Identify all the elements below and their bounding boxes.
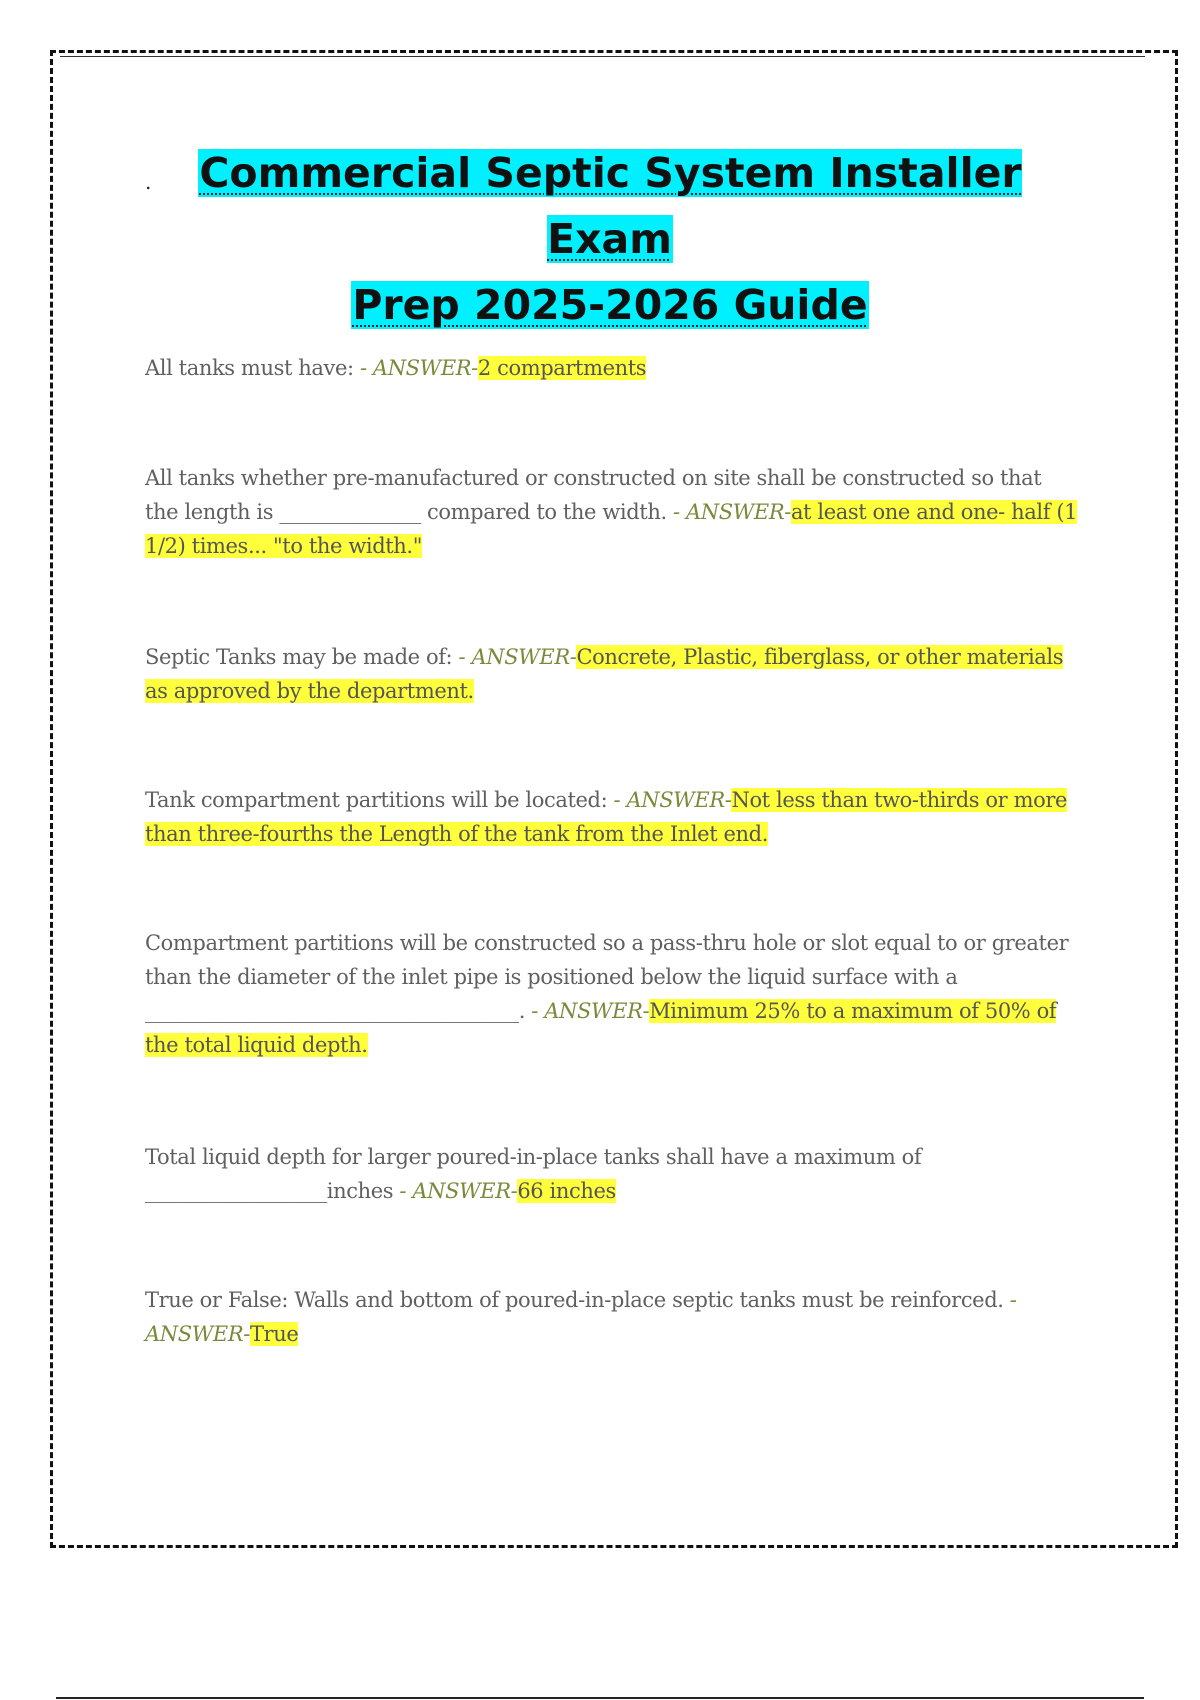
answer-marker: - ANSWER-	[607, 788, 732, 812]
qa-item-5	[145, 926, 1080, 1062]
qa-item-6	[145, 1140, 1080, 1208]
question-text: Total liquid depth for larger poured-in-place tanks shall have a maximum of __________________inches	[145, 1145, 922, 1203]
answer-marker: - ANSWER-	[666, 500, 791, 524]
answer-text: Concrete, Plastic, fiberglass, or other materials as approved by the department.	[145, 645, 1064, 703]
question-text: All tanks must have:	[145, 356, 354, 380]
question-text: All tanks whether pre-manufactured or constructed on site shall be constructed so that the length is ______________ compared to the width.	[145, 466, 1042, 524]
question-text: True or False: Walls and bottom of poured-in-place septic tanks must be reinforced.	[145, 1288, 1004, 1312]
page-title	[145, 140, 1075, 338]
answer-text: at least one and one- half (1 1/2) times... "to the width."	[145, 500, 1078, 558]
answer-text: Minimum 25% to a maximum of 50% of the total liquid depth.	[145, 999, 1057, 1057]
qa-item-2	[145, 461, 1080, 563]
bottom-rule	[56, 1697, 1144, 1699]
answer-marker: - ANSWER-	[353, 356, 478, 380]
answer-text: Not less than two-thirds or more than three-fourths the Length of the tank from the Inlet end.	[145, 788, 1068, 846]
title-line-1: Commercial Septic System Installer Exam	[199, 149, 1022, 263]
answer-marker: - ANSWER-	[524, 999, 650, 1023]
answer-text: 66 inches	[517, 1179, 616, 1203]
question-text: Septic Tanks may be made of:	[145, 645, 453, 669]
title-line-2: Prep 2025-2026 Guide	[352, 281, 868, 329]
qa-item-1	[145, 351, 1080, 385]
answer-marker: - ANSWER-	[393, 1179, 518, 1203]
question-text: Compartment partitions will be constructed so a pass-thru hole or slot equal to or greater than the diameter of the inlet pipe is positioned below the liquid surface with a _____________________________________.	[145, 931, 1069, 1023]
qa-item-4	[145, 783, 1080, 851]
question-text: Tank compartment partitions will be located:	[145, 788, 608, 812]
qa-item-3	[145, 640, 1080, 708]
answer-text: 2 compartments	[477, 356, 647, 380]
answer-marker: - ANSWER-	[145, 1288, 1017, 1346]
answer-text: True	[249, 1322, 299, 1346]
title-dot: .	[145, 170, 152, 194]
answer-marker: - ANSWER-	[452, 645, 577, 669]
top-rule	[60, 56, 1145, 57]
qa-item-7	[145, 1283, 1080, 1351]
